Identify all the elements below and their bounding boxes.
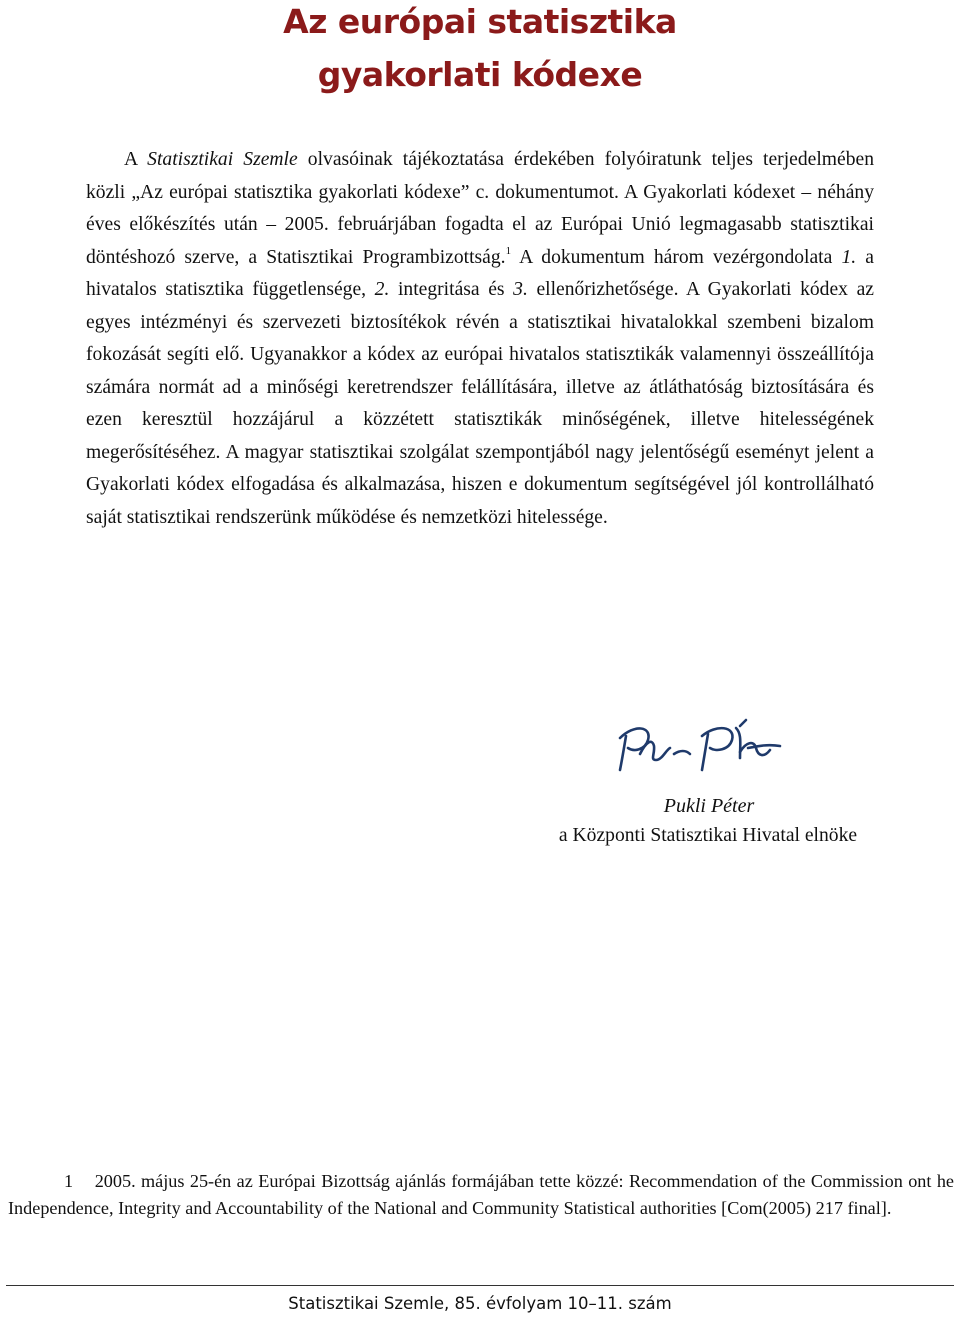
footnote-reference[interactable]: 1 xyxy=(505,244,512,257)
title-line-1: Az európai statisztika xyxy=(283,2,677,41)
item-number-1: 1. xyxy=(841,246,857,268)
signature-image xyxy=(590,688,812,808)
page-footer: Statisztikai Szemle, 85. évfolyam 10–11. szám xyxy=(288,1294,672,1313)
footer-divider xyxy=(6,1285,954,1286)
intro-text-2: olvasóinak tájékoztatása érdekében folyóiratunk teljes terjedelmében közli „Az európai statisztika gyakorlati kódexe” c. dokumentumot. A Gyakorlati kódexet – néhány éves előkészítés után – 2005. februárjában fogadta el az Európai Unió legmagasabb statisztikai döntéshozó szerve, a Statisztikai Programbizottság. xyxy=(86,149,875,268)
handwritten-signature xyxy=(590,688,812,808)
footnote xyxy=(8,1168,954,1222)
item-number-3: 3. xyxy=(513,279,528,300)
footnote-text: 2005. május 25-én az Európai Bizottság ajánlás formájában tette közzé: Recommendation of the Commission ont he Independence, Integrity and Accountability of the National and Community Statistical authorities [Com(2005) 217 final]. xyxy=(8,1171,954,1218)
intro-text-5: integritása és xyxy=(389,279,514,300)
intro-paragraph xyxy=(86,144,874,534)
signatory-role: a Központi Statisztikai Hivatal elnöke xyxy=(558,825,858,846)
signatory-name: Pukli Péter xyxy=(663,795,755,817)
intro-text-4: a hivatalos statisztika függetlensége, xyxy=(86,246,874,300)
item-number-2: 2. xyxy=(374,279,390,300)
journal-name: Statisztikai Szemle xyxy=(147,149,298,170)
footnote-mark: 1 xyxy=(64,1171,74,1191)
intro-text-6: ellenőrizhetősége. A Gyakorlati kódex az egyes intézményi és szervezeti biztosítékok révén a statisztikai hivatalokkal szembeni bizalom fokozását segíti elő. Ugyanakkor a kódex az európai hivatalos statisztikák valamennyi összeállítója számára normát ad a minőségi keretrendszer felállítására, illetve az átláthatóság biztosítására és ezen keresztül hozzájárul a közzétett statisztikák minőségének, illetve hitelességének megerősítéséhez. A magyar statisztikai szolgálat szempontjából nagy jelentőségű eseményt jelent a Gyakorlati kódex elfogadása és alkalmazása, hiszen e dokumentum segítségével jól kontrollálható saját statisztikai rendszerünk működése és nemzetközi hitelessége. xyxy=(86,279,874,528)
title-line-2: gyakorlati kódexe xyxy=(317,55,643,94)
intro-text-1: A xyxy=(124,149,148,170)
intro-text-3: A dokumentum három vezérgondolata xyxy=(511,246,842,268)
